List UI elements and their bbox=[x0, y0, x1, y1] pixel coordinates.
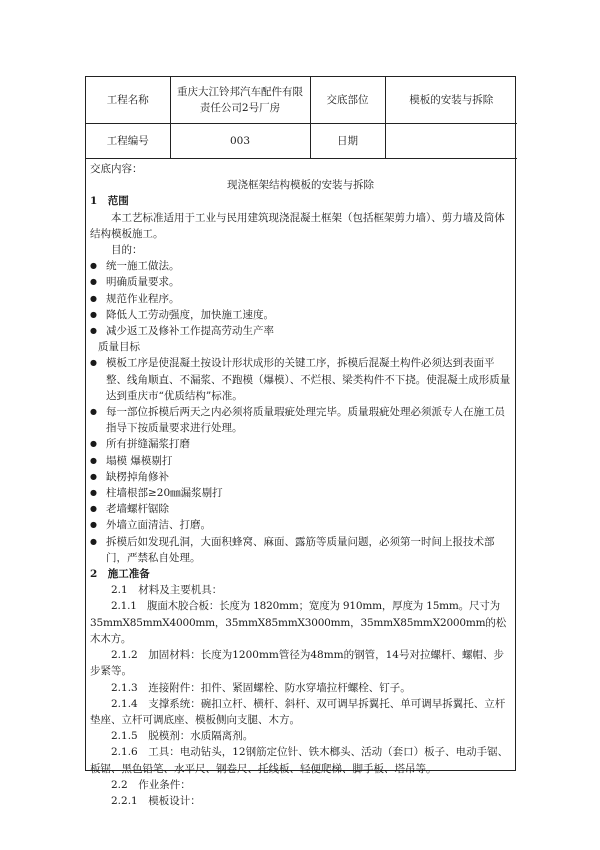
clause-2-1-2: 2.1.2 加固材料：长度为1200mm管径为48mm的钢管，14号对拉螺杆、螺帽、步步紧等。 bbox=[90, 649, 504, 678]
clause-2-1-1: 2.1.1 腹面木胶合板：长度为 1820mm；宽度为 910mm，厚度为 15mm。尺寸为35mmX85mmX4000mm，35mmX85mmX3000mm，35mmX85mmX2000mm的松木木方。 bbox=[90, 600, 506, 645]
document-title: 现浇框架结构模板的安装与拆除 bbox=[227, 179, 374, 192]
bullet-icon: ● bbox=[90, 504, 97, 514]
handover-content bbox=[86, 159, 515, 809]
handover-part-value: 模板的安装与拆除 bbox=[385, 77, 517, 124]
bullet-icon: ● bbox=[90, 439, 97, 449]
bullet-icon: ● bbox=[90, 520, 97, 530]
bullet-icon: ● bbox=[90, 455, 97, 465]
clause-2-1-5: 2.1.5 脱模剂：水质隔离剂。 bbox=[111, 730, 254, 743]
bullet-icon: ● bbox=[90, 309, 97, 319]
bullet-icon: ● bbox=[90, 358, 97, 368]
clause-2-1: 2.1 材料及主要机具： bbox=[111, 584, 223, 597]
project-no-label: 工程编号 bbox=[86, 124, 170, 159]
clause-2-1-4: 2.1.4 支撑系统：碗扣立杆、横杆、斜杆、双可调早拆翼托、单可调早拆翼托、立杆垫座、立杆可调底座、模板侧向支腿、木方。 bbox=[90, 697, 506, 726]
clause-2-1-6: 2.1.6 工具：电动钻头，12钢筋定位针、铁木榔头、活动（套口）板子、电动手锯、板锯、黑色铅笔、水平尺、钢卷尺、托线板、轻便爬梯、脚手板、塔吊等。 bbox=[90, 746, 509, 775]
purpose-item: ● 降低人工劳动强度，加快施工速度。 bbox=[90, 307, 511, 323]
purpose-label: 目的： bbox=[111, 244, 143, 257]
bullet-icon: ● bbox=[90, 293, 97, 303]
date-value bbox=[385, 124, 517, 159]
date-label: 日期 bbox=[310, 124, 385, 159]
quality-item: ● 缺楞掉角修补 bbox=[90, 469, 511, 485]
bullet-icon: ● bbox=[90, 471, 97, 481]
quality-item: ● 外墙立面清洁、打磨。 bbox=[90, 517, 511, 533]
handover-part-label: 交底部位 bbox=[310, 77, 385, 124]
intro-label: 交底内容： bbox=[90, 163, 143, 175]
project-name-value: 重庆大江铃邦汽车配件有限责任公司2号厂房 bbox=[170, 77, 310, 124]
section-2-heading: 2 施工准备 bbox=[90, 568, 150, 581]
quality-item: ● 每一部位拆模后两天之内必须将质量瑕疵处理完毕。质量瑕疵处理必须派专人在施工员指导下按质量要求进行处理。 bbox=[90, 404, 511, 436]
bullet-icon: ● bbox=[90, 536, 97, 546]
bullet-icon: ● bbox=[90, 326, 97, 336]
purpose-item: ● 统一施工做法。 bbox=[90, 258, 511, 274]
quality-item: ● 拆模后如发现孔洞，大面积蜂窝、麻面、露筋等质量问题，必须第一时间上报技术部门，严禁私自处理。 bbox=[90, 534, 511, 566]
section-1-heading: 1 范围 bbox=[90, 195, 129, 208]
bullet-icon: ● bbox=[90, 488, 97, 498]
quality-item: ● 老墙螺杆锯除 bbox=[90, 501, 511, 517]
bullet-icon: ● bbox=[90, 277, 97, 287]
header-table bbox=[86, 77, 517, 159]
clause-2-1-3: 2.1.3 连接附件：扣件、紧固螺栓、防水穿墙拉杆螺栓、钉子。 bbox=[111, 681, 411, 694]
quality-item: ● 模板工序是使混凝土按设计形状成形的关键工序，拆模后混凝土构件必须达到表面平整、线角顺直、不漏浆、不跑模（爆模）、不烂根、梁类构件不下挠。使混凝土成形质量达到重庆市“优质结构”标准。 bbox=[90, 355, 511, 404]
bullet-icon: ● bbox=[90, 407, 97, 417]
quality-item: ● 所有拼缝漏浆打磨 bbox=[90, 436, 511, 452]
project-name-label: 工程名称 bbox=[86, 77, 170, 124]
purpose-item: ● 减少返工及修补工作提高劳动生产率 bbox=[90, 323, 511, 339]
clause-2-2: 2.2 作业条件： bbox=[111, 778, 191, 791]
purpose-item: ● 明确质量要求。 bbox=[90, 274, 511, 290]
quality-item: ● 柱墙根部≥20㎜漏浆剔打 bbox=[90, 485, 511, 501]
quality-label: 质量目标 bbox=[98, 341, 140, 354]
project-no-value: 003 bbox=[170, 124, 310, 159]
bullet-icon: ● bbox=[90, 261, 97, 271]
handover-sheet bbox=[85, 76, 516, 807]
purpose-item: ● 规范作业程序。 bbox=[90, 291, 511, 307]
clause-2-2-1: 2.2.1 模板设计： bbox=[111, 794, 201, 807]
quality-item: ● 塌模 爆模剔打 bbox=[90, 453, 511, 469]
scope-text: 本工艺标准适用于工业与民用建筑现浇混凝土框架（包括框架剪力墙）、剪力墙及筒体结构模板施工。 bbox=[90, 211, 505, 240]
